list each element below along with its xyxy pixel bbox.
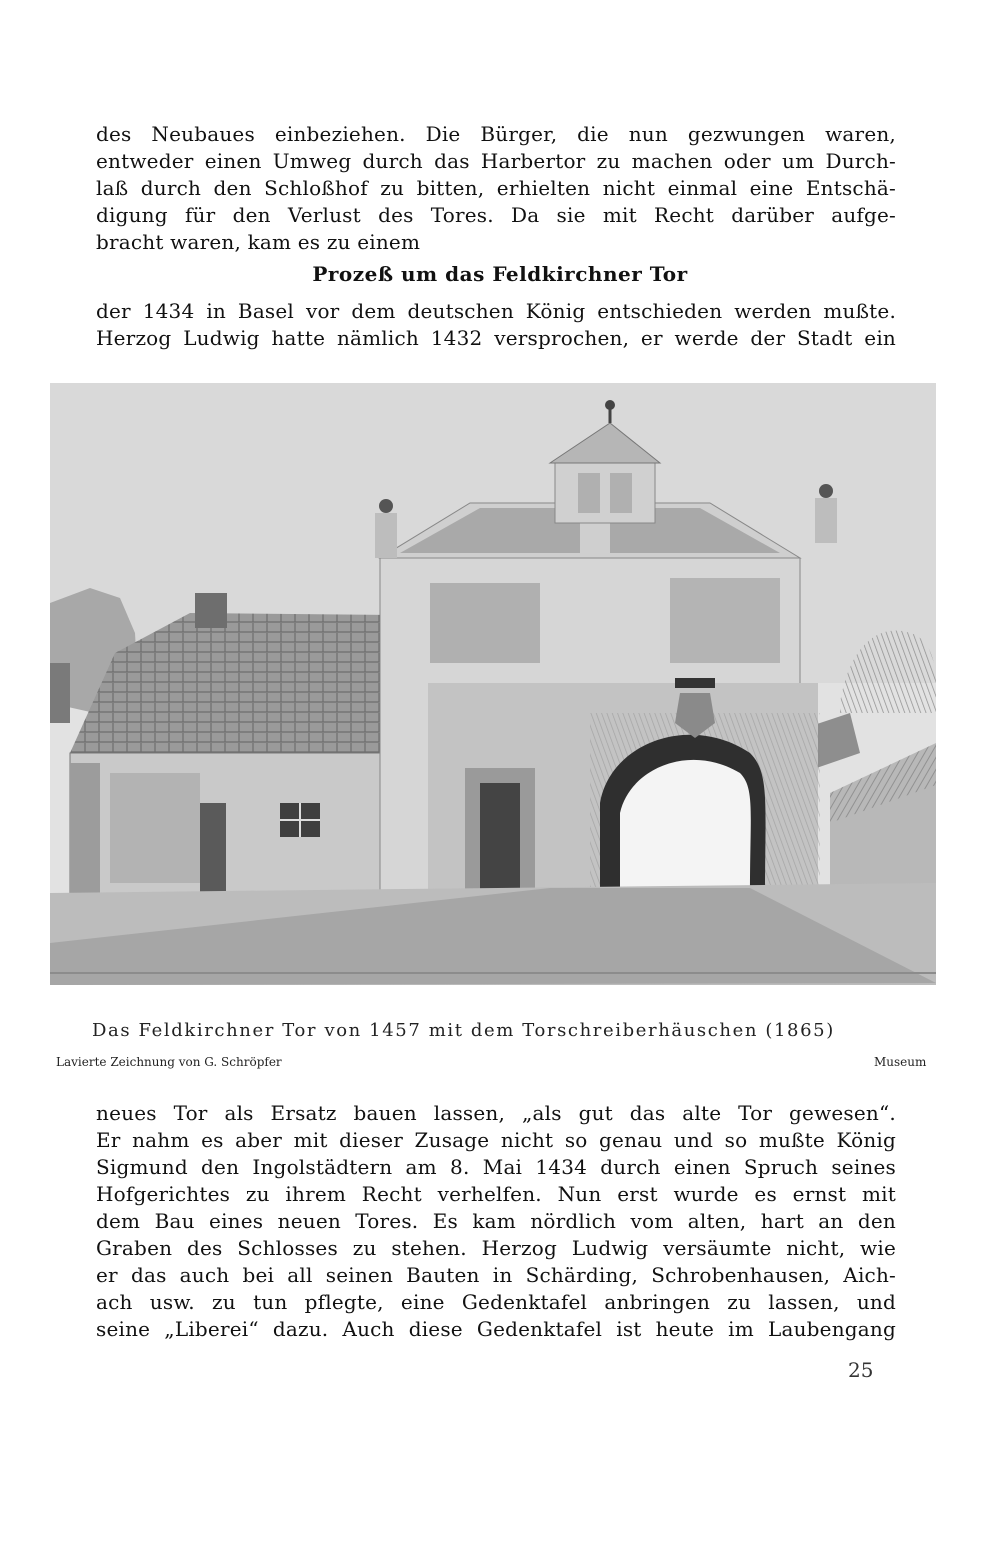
text-line: Er nahm es aber mit dieser Zusage nicht so genau und so mußte König: [96, 1128, 896, 1152]
text-line: der 1434 in Basel vor dem deutschen König entschieden werden mußte.: [96, 299, 896, 323]
figure-credit: Lavierte Zeichnung von G. Schröpfer: [56, 1055, 282, 1069]
text-line: er das auch bei all seinen Bauten in Schärding, Schrobenhausen, Aich-: [96, 1263, 896, 1287]
text-line: neues Tor als Ersatz bauen lassen, „als gut das alte Tor gewesen“.: [96, 1101, 896, 1125]
text-line: dem Bau eines neuen Tores. Es kam nördlich vom alten, hart an den: [96, 1209, 896, 1233]
text-line: ach usw. zu tun pflegte, eine Gedenktafel anbringen zu lassen, und: [96, 1290, 896, 1314]
text-line: seine „Liberei“ dazu. Auch diese Gedenktafel ist heute im Laubengang: [96, 1317, 896, 1341]
text-line: Graben des Schlosses zu stehen. Herzog Ludwig versäumte nicht, wie: [96, 1236, 896, 1260]
section-heading: Prozeß um das Feldkirchner Tor: [312, 262, 688, 286]
text-line: bracht waren, kam es zu einem: [96, 230, 421, 254]
figure-caption: Das Feldkirchner Tor von 1457 mit dem Torschreiberhäuschen (1865): [92, 1020, 835, 1041]
text-line: Sigmund den Ingolstädtern am 8. Mai 1434 durch einen Spruch seines: [96, 1155, 896, 1179]
gate-illustration: [50, 383, 936, 985]
text-line: des Neubaues einbeziehen. Die Bürger, die nun gezwungen waren,: [96, 122, 896, 146]
figure-source: Museum: [874, 1055, 927, 1069]
page-number: 25: [848, 1358, 874, 1382]
text-line: laß durch den Schloßhof zu bitten, erhielten nicht einmal eine Entschä-: [96, 176, 896, 200]
text-line: Herzog Ludwig hatte nämlich 1432 versprochen, er werde der Stadt ein: [96, 326, 896, 350]
text-line: digung für den Verlust des Tores. Da sie mit Recht darüber aufge-: [96, 203, 896, 227]
text-line: entweder einen Umweg durch das Harbertor zu machen oder um Durch-: [96, 149, 896, 173]
text-line: Hofgerichtes zu ihrem Recht verhelfen. Nun erst wurde es ernst mit: [96, 1182, 896, 1206]
